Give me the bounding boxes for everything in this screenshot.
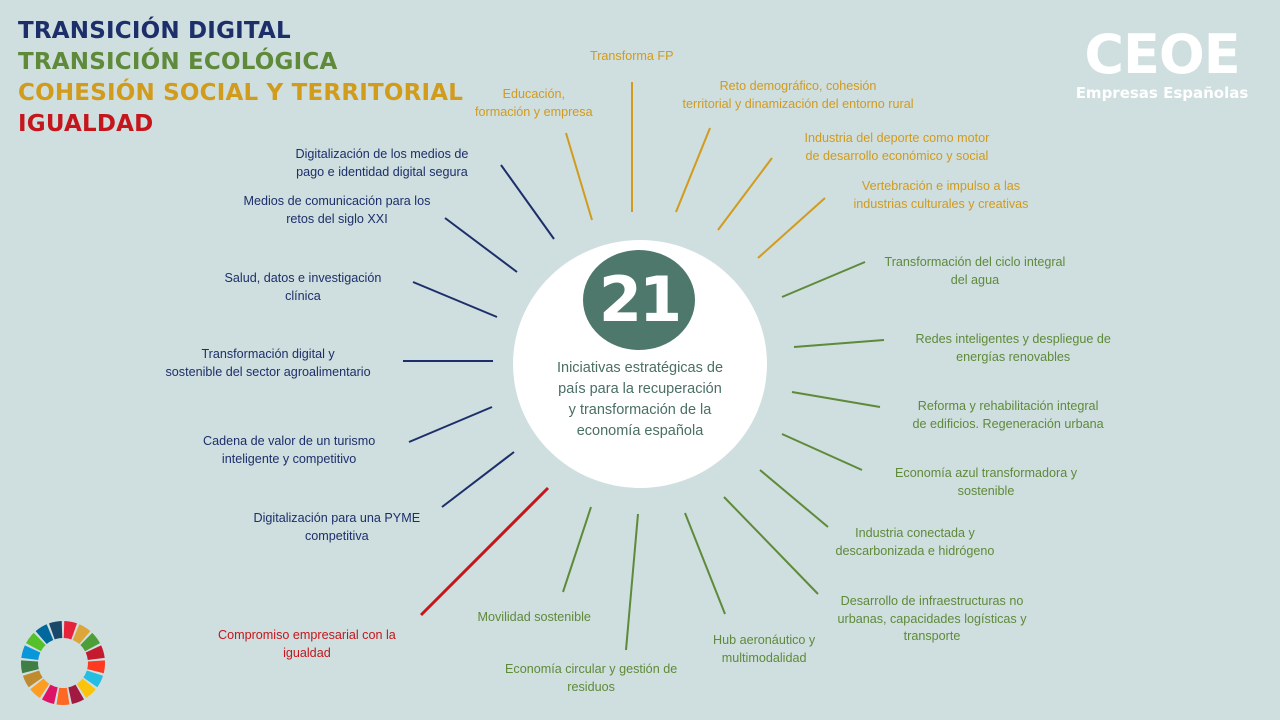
initiative-label-line: Economía circular y gestión de [505, 662, 678, 676]
initiative-label [218, 627, 396, 662]
initiative-label-line: Cadena de valor de un turismo [203, 434, 376, 448]
initiative-label-line: Digitalización para una PYME [253, 511, 421, 525]
initiative-label-line: Medios de comunicación para los [243, 194, 431, 208]
initiative-label [166, 346, 371, 381]
sdg-segment [87, 660, 105, 673]
initiative-label [225, 270, 382, 305]
initiative-label-line: energías renovables [956, 349, 1071, 364]
ray-line [782, 434, 862, 470]
initiative-label [895, 465, 1077, 500]
initiative-label-line: territorial y dinamización del entorno rural [682, 96, 914, 111]
ray-line [563, 507, 591, 592]
initiative-label-line: Economía azul transformadora y [895, 466, 1077, 480]
initiative-label [805, 130, 990, 165]
ray-line [792, 392, 880, 407]
initiative-label-line: formación y empresa [475, 104, 593, 119]
initiative-label [254, 510, 421, 545]
initiative-label [590, 48, 674, 66]
initiative-label-line: Redes inteligentes y despliegue de [915, 332, 1111, 346]
initiative-label [916, 331, 1111, 366]
logo-subtitle: Empresas Españolas [1075, 84, 1249, 102]
initiative-label-line: Reto demográfico, cohesión [719, 79, 877, 93]
initiative-label-line: retos del siglo XXI [286, 211, 388, 226]
ray-line [409, 407, 492, 442]
initiative-label-line: Transforma FP [590, 49, 674, 63]
ray-line [685, 513, 725, 614]
initiative-label-line: urbanas, capacidades logísticas y [837, 611, 1027, 626]
initiative-label [244, 193, 431, 228]
initiative-label-line: sostenible [957, 483, 1015, 498]
ray-line [442, 452, 514, 507]
legend-cohesion: COHESIÓN SOCIAL Y TERRITORIAL [18, 80, 464, 106]
initiative-label-line: Reforma y rehabilitación integral [917, 399, 1099, 413]
center-line: país para la recuperación [558, 381, 722, 397]
sdg-segment [57, 688, 70, 705]
initiative-label-line: residuos [567, 679, 615, 694]
initiative-label [505, 661, 677, 696]
initiative-label-line: sostenible del sector agroalimentario [165, 364, 371, 379]
ray-line [760, 470, 828, 527]
center-line: Iniciativas estratégicas de [556, 360, 724, 376]
initiative-label [203, 433, 375, 468]
initiative-label [475, 86, 593, 121]
legend-ecologica: TRANSICIÓN ECOLÓGICA [18, 49, 338, 75]
ray-line [501, 165, 554, 239]
initiative-label-line: de desarrollo económico y social [805, 148, 989, 163]
center-line: y transformación de la [568, 402, 712, 418]
initiative-label [838, 593, 1027, 646]
center-line: economía española [576, 423, 704, 439]
initiative-label-line: transporte [903, 629, 961, 643]
initiative-label-line: Industria conectada y [855, 526, 975, 540]
initiative-label [885, 254, 1066, 289]
initiative-label [713, 632, 815, 667]
ray-line [724, 497, 818, 594]
logo-word: CEOE [1084, 23, 1240, 86]
ray-line [794, 340, 884, 347]
initiative-label-line: competitiva [304, 528, 369, 543]
initiative-label-line: inteligente y competitivo [221, 451, 357, 466]
ray-line [445, 218, 517, 272]
ray-line [626, 514, 638, 650]
initiative-label-line: Transformación digital y [201, 347, 335, 361]
legend-igualdad: IGUALDAD [18, 111, 154, 137]
initiative-label-line: industrias culturales y creativas [853, 196, 1029, 211]
initiative-label [913, 398, 1104, 433]
ray-line [782, 262, 865, 297]
center-description [530, 358, 750, 442]
initiative-label [836, 525, 995, 560]
initiative-label-line: Educación, [502, 87, 565, 101]
initiative-count-badge: 21 [583, 250, 695, 350]
sdg-wheel-icon [20, 620, 110, 710]
ray-line [413, 282, 497, 317]
initiative-label-line: Digitalización de los medios de [295, 147, 469, 161]
initiative-label-line: multimodalidad [721, 650, 807, 665]
initiative-label-line: Vertebración e impulso a las [861, 179, 1021, 193]
ray-line [676, 128, 710, 212]
legend-digital: TRANSICIÓN DIGITAL [18, 18, 291, 44]
initiative-label-line: Salud, datos e investigación [224, 271, 382, 285]
ray-line [566, 133, 592, 220]
initiative-label-line: del agua [950, 272, 1000, 287]
initiative-label [478, 609, 591, 627]
initiative-label-line: clínica [285, 288, 321, 303]
sdg-segment [21, 660, 39, 673]
initiative-label-line: descarbonizada e hidrógeno [835, 543, 995, 558]
ray-line [421, 488, 548, 615]
initiative-label-line: Industria del deporte como motor [804, 131, 990, 145]
initiative-label-line: de edificios. Regeneración urbana [912, 416, 1104, 431]
ray-line [718, 158, 772, 230]
initiative-label-line: igualdad [283, 645, 331, 660]
ray-line [758, 198, 825, 258]
initiative-label-line: pago e identidad digital segura [296, 164, 468, 179]
initiative-label-line: Compromiso empresarial con la [218, 628, 396, 642]
initiative-label [683, 78, 914, 113]
initiative-label-line: Desarrollo de infraestructuras no [840, 594, 1024, 608]
initiative-label-line: Transformación del ciclo integral [884, 255, 1066, 269]
initiative-label [854, 178, 1029, 213]
initiative-label-line: Hub aeronáutico y [713, 633, 816, 647]
initiative-label [296, 146, 469, 181]
initiative-label-line: Movilidad sostenible [477, 610, 591, 624]
